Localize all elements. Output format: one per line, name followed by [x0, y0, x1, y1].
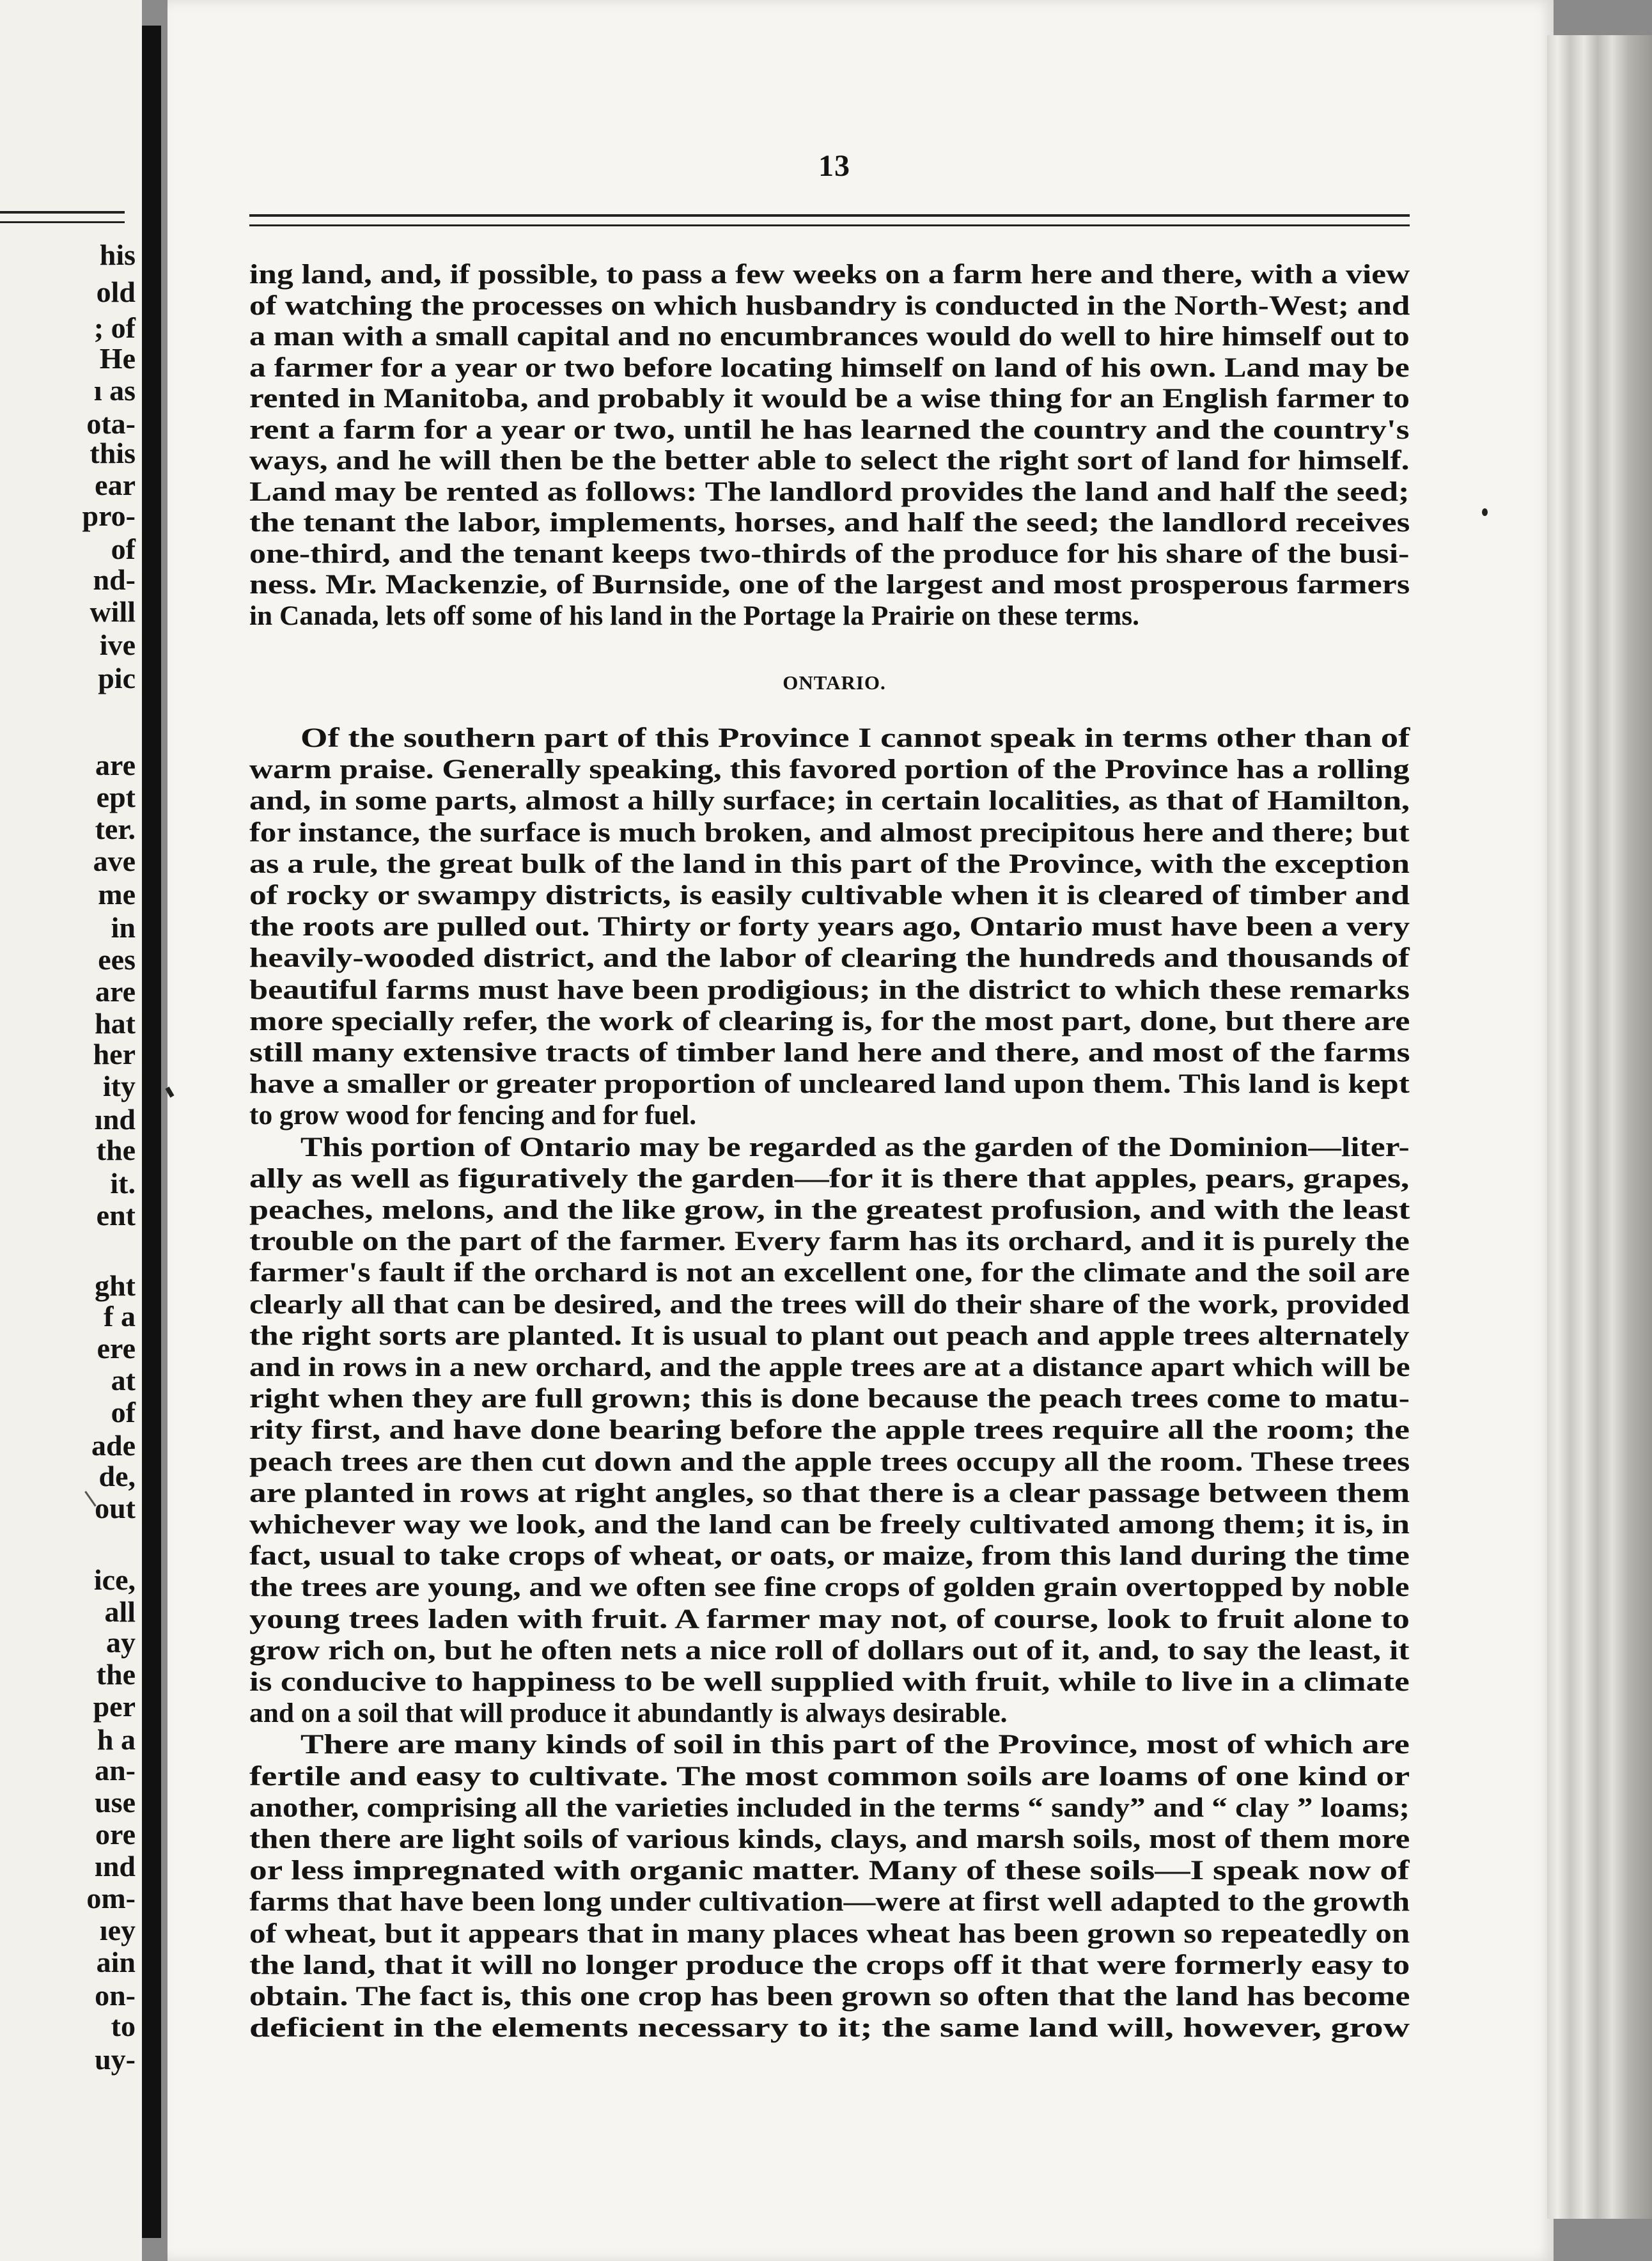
text-line: in Canada, lets off some of his land in the Portage la Prairie on these terms.: [249, 600, 1139, 631]
text-line: a man with a small capital and no encumbrances would do well to hire himself out to: [249, 321, 1410, 352]
text-line: as a rule, the great bulk of the land in this part of the Province, with the exception: [249, 848, 1410, 879]
text-line: ways, and he will then be the better able to select the right sort of land for himself.: [249, 445, 1410, 476]
text-line: peach trees are then cut down and the apple trees occupy all the room. These trees: [249, 1446, 1410, 1477]
text-line: farms that have been long under cultivation—were at first well adapted to the growth: [249, 1886, 1410, 1918]
left-page-fragment: ear: [95, 469, 136, 501]
header-double-rule: [249, 214, 1410, 226]
left-page-fragment: pro-: [82, 499, 136, 532]
text-line: one-third, and the tenant keeps two-thirds of the produce for his share of the busi-: [249, 538, 1410, 569]
left-page-fragment: hat: [95, 1007, 136, 1040]
left-page-fragment: ity: [102, 1070, 136, 1102]
left-page-fragment: nd-: [93, 563, 136, 596]
text-line: There are many kinds of soil in this part of the Province, most of which are: [300, 1729, 1410, 1760]
left-page-fragment: of: [111, 533, 136, 565]
text-line: ness. Mr. Mackenzie, of Burnside, one of the largest and most prosperous farmers: [249, 569, 1410, 600]
text-line: rented in Manitoba, and probably it would be a wise thing for an English farmer to: [249, 383, 1410, 414]
left-page-fragment: all: [104, 1595, 136, 1628]
text-line: the roots are pulled out. Thirty or forty years ago, Ontario must have been a very: [249, 911, 1410, 943]
text-line: right when they are full grown; this is done because the peach trees come to matu-: [249, 1383, 1410, 1414]
text-line: This portion of Ontario may be regarded as the garden of the Dominion—liter-: [300, 1131, 1410, 1162]
text-line: warm praise. Generally speaking, this favored portion of the Province has a rolling: [249, 754, 1410, 785]
left-page-fragment: at: [111, 1364, 136, 1396]
text-line: farmer's fault if the orchard is not an excellent one, for the climate and the soil are: [249, 1257, 1410, 1288]
left-page-header-rule: [0, 211, 125, 223]
book-gutter: [142, 26, 161, 2238]
left-page-fragment: out: [95, 1492, 136, 1524]
scan-speck: [1482, 508, 1488, 516]
text-line: are planted in rows at right angles, so that there is a clear passage between them: [249, 1477, 1410, 1508]
text-line: the trees are young, and we often see fine crops of golden grain overtopped by noble: [249, 1572, 1410, 1603]
left-page-fragment: pic: [98, 662, 136, 694]
text-line: whichever way we look, and the land can be freely cultivated among them; it is, in: [249, 1509, 1410, 1540]
text-line: fact, usual to take crops of wheat, or oats, or maize, from this land during the time: [249, 1540, 1410, 1572]
left-page-fragment: ght: [95, 1269, 136, 1302]
left-page-fragment: his: [99, 239, 136, 271]
left-page-fragment: the: [96, 1658, 136, 1691]
left-page-fragment: ota-: [86, 407, 136, 440]
left-page-fragment: ice,: [93, 1563, 136, 1596]
left-page-fragment: f a: [104, 1300, 136, 1333]
left-page-fragment: uy-: [95, 2043, 136, 2076]
text-line: then there are light soils of various kinds, clays, and marsh soils, most of them more: [249, 1824, 1410, 1854]
left-page-fragment: use: [95, 1786, 136, 1819]
left-page-fragment: on-: [95, 1979, 136, 2012]
text-line: to grow wood for fencing and for fuel.: [249, 1100, 697, 1131]
text-line: peaches, melons, and the like grow, in the greatest profusion, and with the least: [249, 1194, 1410, 1225]
text-line: deficient in the elements necessary to it; the same land will, however, grow: [249, 2012, 1410, 2044]
text-line: rent a farm for a year or two, until he has learned the country and the country's: [249, 414, 1410, 445]
left-facing-page: [0, 0, 142, 2261]
left-page-fragment: ınd: [95, 1850, 136, 1882]
left-page-fragment: ere: [97, 1332, 136, 1365]
text-line: ing land, and, if possible, to pass a few weeks on a farm here and there, with a view: [249, 259, 1410, 290]
text-line: Land may be rented as follows: The landlord provides the land and half the seed;: [249, 476, 1410, 507]
text-line: the right sorts are planted. It is usual to plant out peach and apple trees alternately: [249, 1320, 1410, 1351]
left-page-fragment: ain: [96, 1946, 136, 1978]
left-page-fragment: of: [111, 1396, 136, 1428]
left-page-fragment: per: [93, 1690, 136, 1723]
left-page-fragment: the: [96, 1134, 136, 1166]
left-page-fragment: ı as: [93, 374, 136, 407]
text-line: trouble on the part of the farmer. Every farm has its orchard, and it is purely the: [249, 1226, 1410, 1257]
text-line: fertile and easy to cultivate. The most common soils are loams of one kind or: [249, 1760, 1410, 1792]
left-page-fragment: it.: [110, 1167, 136, 1200]
text-line: and, in some parts, almost a hilly surface; in certain localities, as that of Hamilton,: [249, 785, 1410, 817]
left-page-fragment: He: [99, 342, 136, 375]
left-page-fragment: her: [93, 1038, 136, 1070]
text-line: ally as well as figuratively the garden—for it is there that apples, pears, grapes,: [249, 1162, 1410, 1194]
left-page-fragment: ıey: [99, 1914, 136, 1946]
left-page-fragment: this: [90, 437, 136, 469]
left-page-fragment: ınd: [95, 1103, 136, 1136]
page-edges-stack: [1547, 35, 1652, 2219]
left-page-fragment: are: [95, 975, 136, 1008]
text-line: or less impregnated with organic matter. Many of these soils—I speak now of: [249, 1855, 1410, 1886]
left-page-fragment: ept: [96, 781, 136, 813]
text-line: obtain. The fact is, this one crop has been grown so often that the land has become: [249, 1981, 1410, 2012]
text-line: clearly all that can be desired, and the trees will do their share of the work, provided: [249, 1288, 1410, 1320]
text-line: heavily-wooded district, and the labor of clearing the hundreds and thousands of: [249, 943, 1410, 974]
section-heading: ONTARIO.: [783, 671, 886, 694]
left-page-fragment: ay: [106, 1626, 136, 1659]
left-page-fragment: will: [90, 595, 136, 628]
left-page-fragment: om-: [86, 1882, 136, 1914]
left-page-fragment: ent: [96, 1199, 136, 1232]
text-line: a farmer for a year or two before locating himself on land of his own. Land may be: [249, 352, 1410, 383]
left-page-fragment: ; of: [93, 311, 136, 344]
text-line: Of the southern part of this Province I cannot speak in terms other than of: [300, 723, 1410, 753]
left-page-fragment: ter.: [95, 813, 136, 845]
left-page-fragment: ees: [98, 943, 136, 976]
text-line: rity first, and have done bearing before the apple trees require all the room; the: [249, 1414, 1410, 1446]
left-page-fragment: old: [96, 276, 136, 308]
left-page-fragment: are: [95, 749, 136, 781]
page-number: 13: [818, 149, 850, 183]
text-line: have a smaller or greater proportion of uncleared land upon them. This land is kept: [249, 1068, 1410, 1100]
left-page-fragment: ade: [91, 1429, 136, 1462]
text-line: young trees laden with fruit. A farmer may not, of course, look to fruit alone to: [249, 1603, 1410, 1634]
left-page-fragment: me: [98, 878, 136, 911]
text-line: is conducive to happiness to be well supplied with fruit, while to live in a climate: [249, 1666, 1410, 1697]
left-page-fragment: to: [111, 2010, 136, 2042]
text-line: beautiful farms must have been prodigious; in the district to which these remarks: [249, 974, 1410, 1005]
left-page-fragment: ave: [93, 845, 136, 877]
text-line: of wheat, but it appears that in many places wheat has been grown so repeatedly on: [249, 1918, 1410, 1949]
text-line: for instance, the surface is much broken, and almost precipitous here and there; but: [249, 817, 1410, 848]
text-line: and on a soil that will produce it abundantly is always desirable.: [249, 1698, 1008, 1729]
text-line: still many extensive tracts of timber land here and there, and most of the farms: [249, 1037, 1410, 1068]
text-line: another, comprising all the varieties included in the terms “ sandy” and “ clay ” loams;: [249, 1792, 1410, 1823]
text-line: and in rows in a new orchard, and the apple trees are at a distance apart which will be: [249, 1352, 1410, 1382]
text-line: grow rich on, but he often nets a nice roll of dollars out of it, and, to say the least, it: [249, 1634, 1410, 1666]
left-page-fragment: h a: [97, 1723, 136, 1756]
left-page-fragment: de,: [98, 1460, 136, 1492]
text-line: the land, that it will no longer produce the crops off it that were formerly easy to: [249, 1949, 1410, 1980]
text-line: of rocky or swampy districts, is easily cultivable when it is cleared of timber and: [249, 880, 1410, 911]
left-page-fragment: in: [111, 911, 136, 944]
text-line: of watching the processes on which husbandry is conducted in the North-West; and: [249, 290, 1410, 321]
text-line: the tenant the labor, implements, horses, and half the seed; the landlord receives: [249, 507, 1410, 538]
text-line: more specially refer, the work of clearing is, for the most part, done, but there are: [249, 1005, 1410, 1037]
left-page-fragment: ive: [99, 629, 136, 661]
left-page-fragment: an-: [95, 1754, 136, 1787]
left-page-fragment: ore: [95, 1818, 136, 1850]
